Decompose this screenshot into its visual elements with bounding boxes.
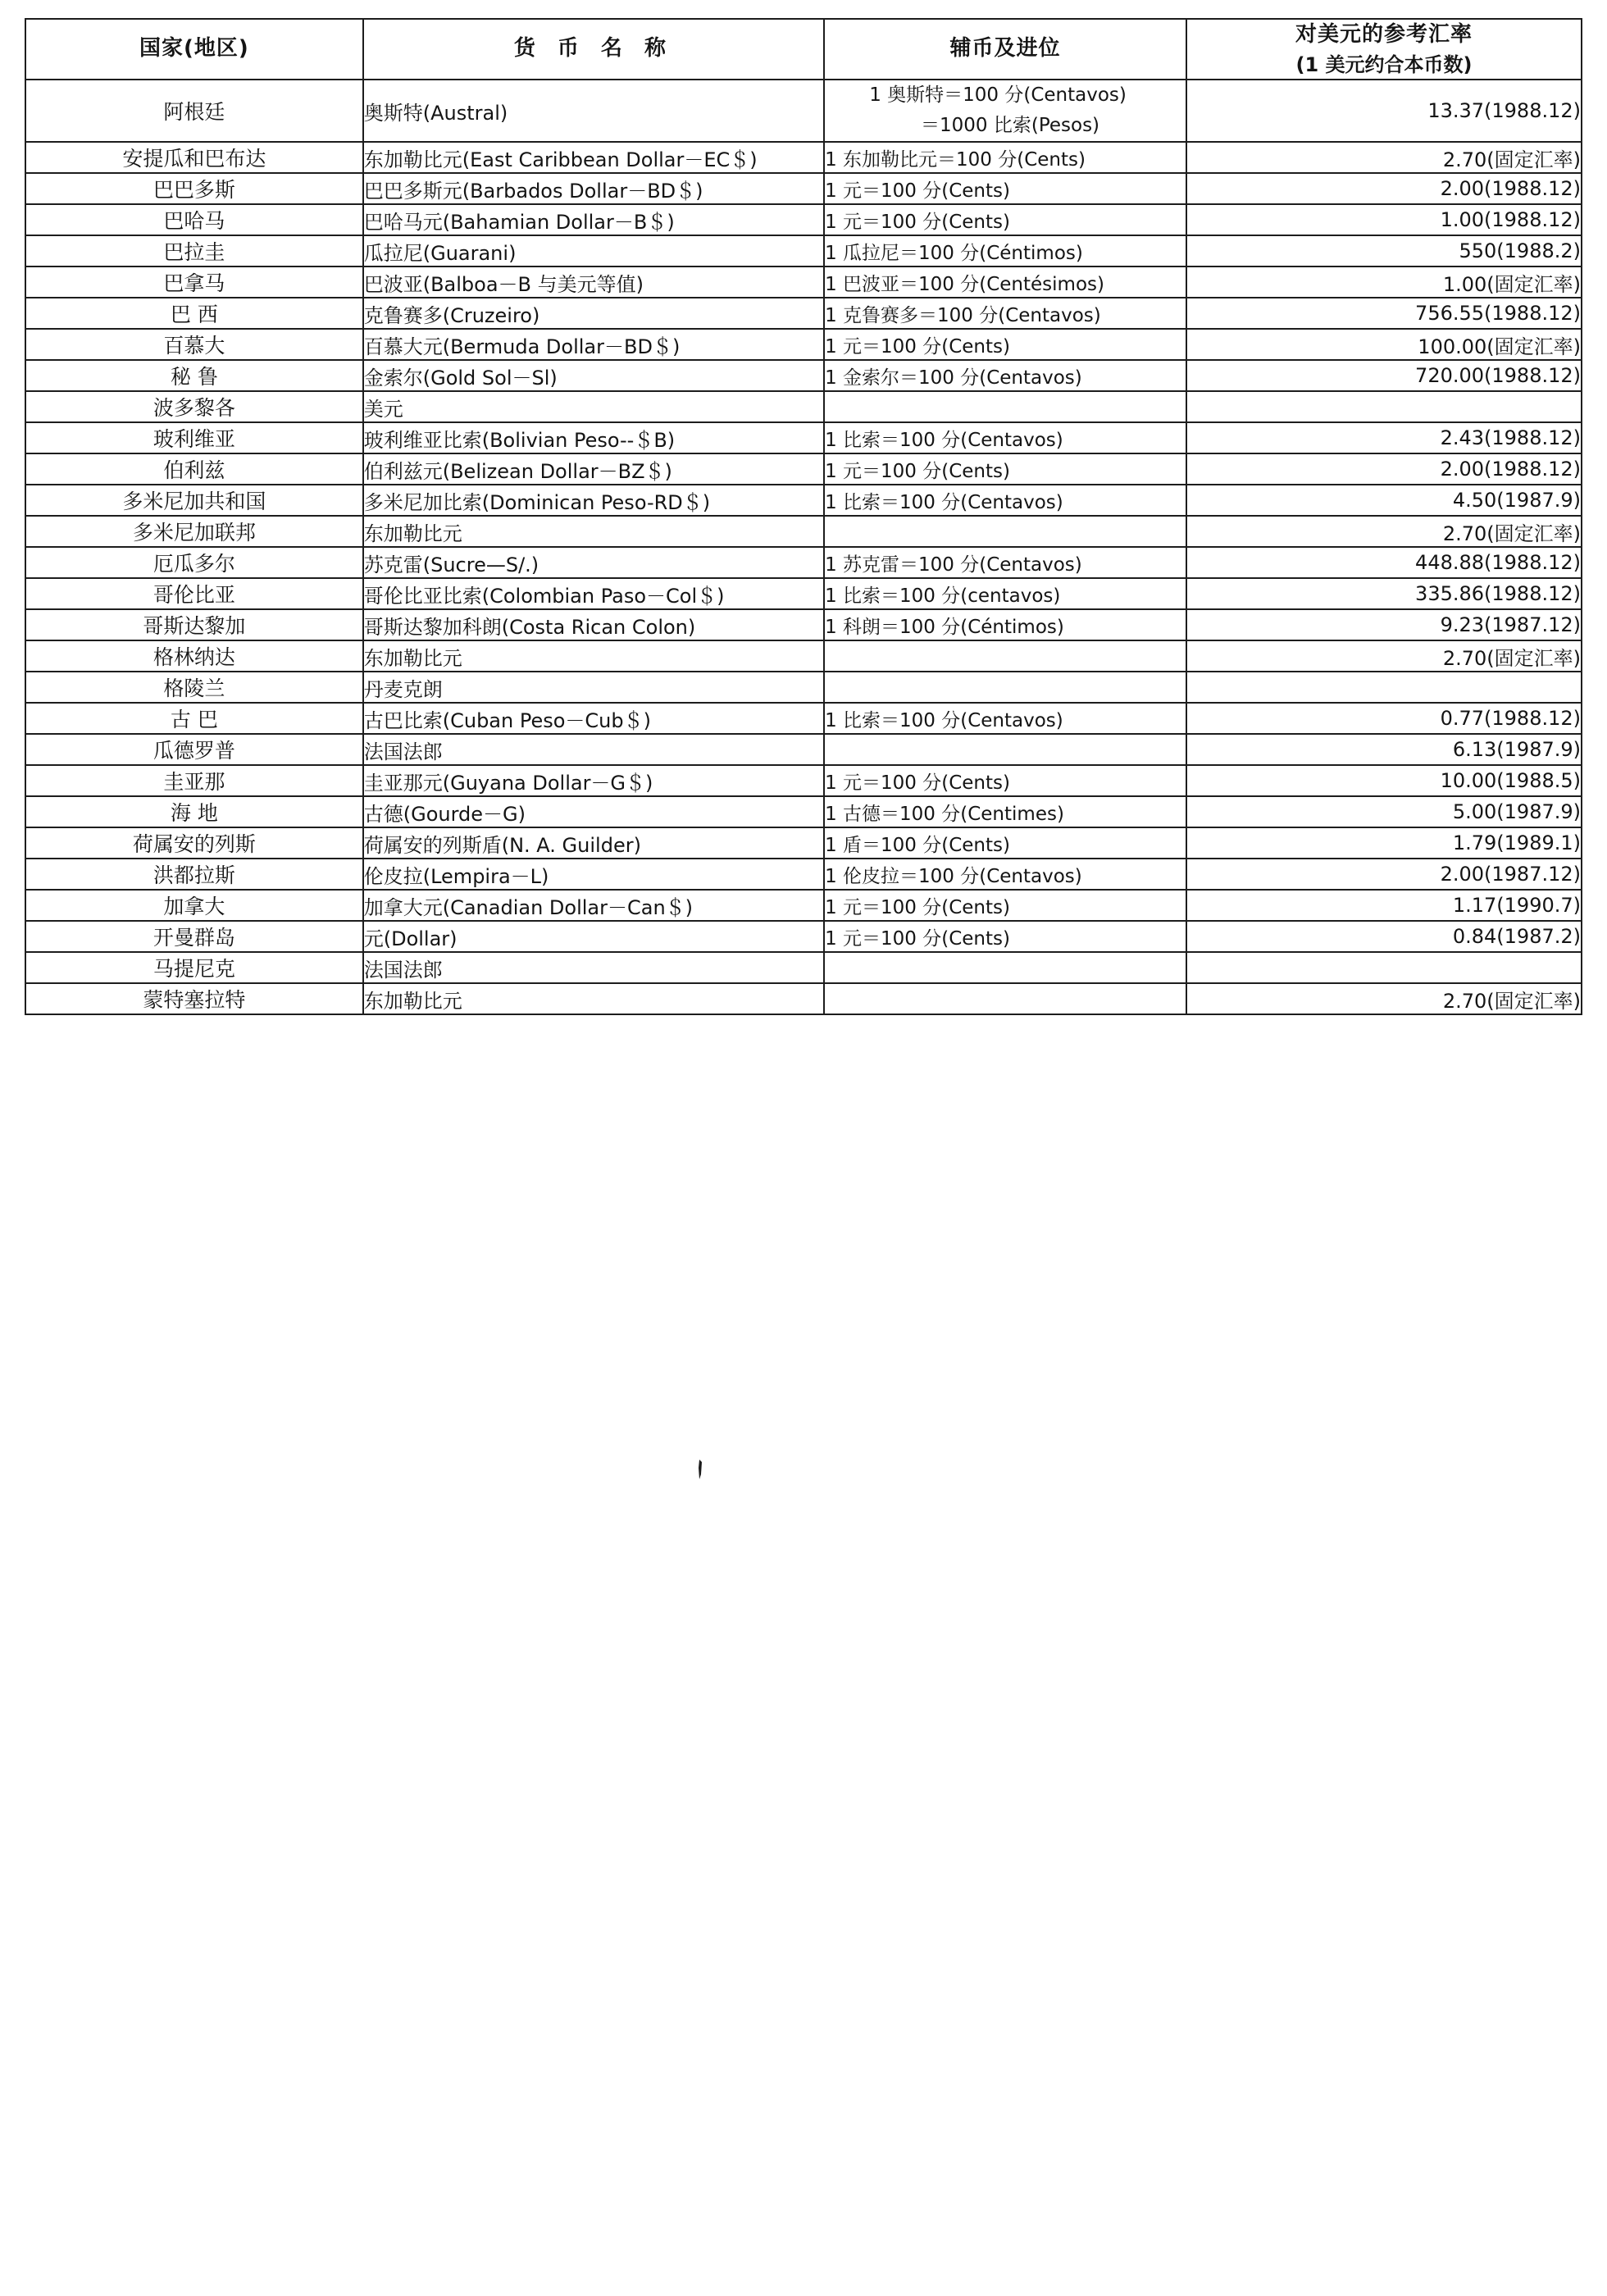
cell-currency-name: 古德(Gourde－G) — [363, 796, 824, 827]
cell-currency-name: 伯利兹元(Belizean Dollar－BZ＄) — [363, 453, 824, 485]
cell-subunit — [824, 672, 1186, 703]
cell-rate: 0.84(1987.2) — [1186, 921, 1582, 952]
column-header-rate — [1186, 19, 1582, 80]
cell-subunit: 1 元＝100 分(Cents) — [824, 329, 1186, 360]
cell-country: 圭亚那 — [25, 765, 363, 796]
cell-subunit: 1 瓜拉尼＝100 分(Céntimos) — [824, 235, 1186, 266]
cell-currency-name: 苏克雷(Sucre—S/.) — [363, 547, 824, 578]
cell-country: 海 地 — [25, 796, 363, 827]
table-row — [25, 80, 1582, 142]
cell-rate: 1.00(固定汇率) — [1186, 266, 1582, 298]
cell-rate: 6.13(1987.9) — [1186, 734, 1582, 765]
table-row — [25, 516, 1582, 547]
cell-currency-name: 东加勒比元 — [363, 516, 824, 547]
cell-currency-name: 巴波亚(Balboa－B 与美元等值) — [363, 266, 824, 298]
table-row — [25, 827, 1582, 859]
cell-currency-name: 哥伦比亚比索(Colombian Paso－Col＄) — [363, 578, 824, 609]
cell-country: 蒙特塞拉特 — [25, 983, 363, 1014]
cell-rate: 2.70(固定汇率) — [1186, 983, 1582, 1014]
cell-currency-name: 奥斯特(Austral) — [363, 80, 824, 142]
cell-subunit: 1 元＝100 分(Cents) — [824, 921, 1186, 952]
cell-country: 多米尼加共和国 — [25, 485, 363, 516]
cell-subunit: 1 伦皮拉＝100 分(Centavos) — [824, 859, 1186, 890]
cell-currency-name: 东加勒比元(East Caribbean Dollar－EC＄) — [363, 142, 824, 173]
table-row — [25, 298, 1582, 329]
cell-currency-name: 金索尔(Gold Sol－Sl) — [363, 360, 824, 391]
table-row — [25, 796, 1582, 827]
cell-subunit: 1 比索＝100 分(Centavos) — [824, 422, 1186, 453]
cell-subunit — [824, 734, 1186, 765]
table-row — [25, 235, 1582, 266]
cell-subunit — [824, 952, 1186, 983]
table-header-row — [25, 19, 1582, 80]
cell-country: 加拿大 — [25, 890, 363, 921]
cell-currency-name: 荷属安的列斯盾(N. A. Guilder) — [363, 827, 824, 859]
cell-currency-name: 元(Dollar) — [363, 921, 824, 952]
cell-country: 巴哈马 — [25, 204, 363, 235]
table-row — [25, 609, 1582, 640]
cell-country: 玻利维亚 — [25, 422, 363, 453]
cell-country: 格林纳达 — [25, 640, 363, 672]
cell-subunit: 1 苏克雷＝100 分(Centavos) — [824, 547, 1186, 578]
cell-country: 开曼群岛 — [25, 921, 363, 952]
cell-currency-name: 百慕大元(Bermuda Dollar－BD＄) — [363, 329, 824, 360]
cell-rate: 756.55(1988.12) — [1186, 298, 1582, 329]
cell-rate: 13.37(1988.12) — [1186, 80, 1582, 142]
cell-subunit — [824, 391, 1186, 422]
table-row — [25, 173, 1582, 204]
cell-subunit — [824, 516, 1186, 547]
table-row — [25, 266, 1582, 298]
table-row — [25, 703, 1582, 734]
column-header-country: 国家(地区) — [25, 19, 363, 80]
table-row — [25, 734, 1582, 765]
table-row — [25, 921, 1582, 952]
cell-country: 多米尼加联邦 — [25, 516, 363, 547]
table-row — [25, 204, 1582, 235]
cell-subunit: 1 元＝100 分(Cents) — [824, 890, 1186, 921]
cell-subunit-line2: ＝1000 比索(Pesos) — [921, 115, 1100, 137]
currency-reference-table — [25, 18, 1582, 1015]
cell-rate — [1186, 672, 1582, 703]
cell-currency-name: 东加勒比元 — [363, 983, 824, 1014]
cell-country: 巴拉圭 — [25, 235, 363, 266]
cell-country: 秘 鲁 — [25, 360, 363, 391]
column-header-subunit: 辅币及进位 — [824, 19, 1186, 80]
cell-subunit — [824, 640, 1186, 672]
cell-rate: 720.00(1988.12) — [1186, 360, 1582, 391]
cell-currency-name: 丹麦克朗 — [363, 672, 824, 703]
cell-country: 厄瓜多尔 — [25, 547, 363, 578]
cell-subunit: 1 元＝100 分(Cents) — [824, 204, 1186, 235]
cell-subunit: 1 盾＝100 分(Cents) — [824, 827, 1186, 859]
cell-country: 哥伦比亚 — [25, 578, 363, 609]
cell-subunit: 1 东加勒比元＝100 分(Cents) — [824, 142, 1186, 173]
cell-rate: 1.00(1988.12) — [1186, 204, 1582, 235]
cell-country: 洪都拉斯 — [25, 859, 363, 890]
table-header — [25, 19, 1582, 80]
cell-country: 巴巴多斯 — [25, 173, 363, 204]
cell-subunit: 1 元＝100 分(Cents) — [824, 765, 1186, 796]
table-row — [25, 640, 1582, 672]
cell-subunit-line1: 1 奥斯特＝100 分(Centavos) — [869, 84, 1127, 107]
table-row — [25, 453, 1582, 485]
cell-currency-name: 瓜拉尼(Guarani) — [363, 235, 824, 266]
cell-country: 古 巴 — [25, 703, 363, 734]
cell-subunit — [824, 983, 1186, 1014]
table-row — [25, 890, 1582, 921]
cell-currency-name: 加拿大元(Canadian Dollar－Can＄) — [363, 890, 824, 921]
cell-rate: 1.79(1989.1) — [1186, 827, 1582, 859]
cell-subunit — [824, 80, 1186, 142]
cell-currency-name: 哥斯达黎加科朗(Costa Rican Colon) — [363, 609, 824, 640]
cell-subunit: 1 克鲁赛多＝100 分(Centavos) — [824, 298, 1186, 329]
cell-country: 百慕大 — [25, 329, 363, 360]
table-row — [25, 360, 1582, 391]
cell-subunit: 1 巴波亚＝100 分(Centésimos) — [824, 266, 1186, 298]
cell-currency-name: 克鲁赛多(Cruzeiro) — [363, 298, 824, 329]
cell-subunit: 1 元＝100 分(Cents) — [824, 173, 1186, 204]
table-body — [25, 80, 1582, 1014]
cell-rate: 2.70(固定汇率) — [1186, 142, 1582, 173]
cell-country: 安提瓜和巴布达 — [25, 142, 363, 173]
document-page — [0, 0, 1607, 1032]
table-row — [25, 391, 1582, 422]
table-row — [25, 983, 1582, 1014]
cell-rate: 4.50(1987.9) — [1186, 485, 1582, 516]
cell-currency-name: 巴哈马元(Bahamian Dollar－B＄) — [363, 204, 824, 235]
cell-rate: 1.17(1990.7) — [1186, 890, 1582, 921]
cell-subunit: 1 金索尔＝100 分(Centavos) — [824, 360, 1186, 391]
cell-rate: 2.00(1987.12) — [1186, 859, 1582, 890]
cell-currency-name: 法国法郎 — [363, 734, 824, 765]
cell-subunit: 1 科朗＝100 分(Céntimos) — [824, 609, 1186, 640]
cell-rate: 2.70(固定汇率) — [1186, 516, 1582, 547]
cell-rate: 0.77(1988.12) — [1186, 703, 1582, 734]
cell-subunit: 1 古德＝100 分(Centimes) — [824, 796, 1186, 827]
cell-rate: 550(1988.2) — [1186, 235, 1582, 266]
cell-country: 伯利兹 — [25, 453, 363, 485]
table-row — [25, 422, 1582, 453]
cursor-pointer-icon — [697, 1460, 705, 1481]
cell-country: 瓜德罗普 — [25, 734, 363, 765]
cell-currency-name: 伦皮拉(Lempira－L) — [363, 859, 824, 890]
cell-currency-name: 法国法郎 — [363, 952, 824, 983]
cell-currency-name: 古巴比索(Cuban Peso－Cub＄) — [363, 703, 824, 734]
table-row — [25, 859, 1582, 890]
cell-rate: 100.00(固定汇率) — [1186, 329, 1582, 360]
table-row — [25, 672, 1582, 703]
cell-currency-name: 玻利维亚比索(Bolivian Peso--＄B) — [363, 422, 824, 453]
cell-country: 巴 西 — [25, 298, 363, 329]
table-row — [25, 329, 1582, 360]
cell-currency-name: 东加勒比元 — [363, 640, 824, 672]
cell-country: 巴拿马 — [25, 266, 363, 298]
cell-rate — [1186, 391, 1582, 422]
cell-country: 格陵兰 — [25, 672, 363, 703]
cell-rate: 9.23(1987.12) — [1186, 609, 1582, 640]
cell-rate: 2.70(固定汇率) — [1186, 640, 1582, 672]
table-row — [25, 485, 1582, 516]
cell-subunit: 1 比索＝100 分(centavos) — [824, 578, 1186, 609]
cell-rate: 2.00(1988.12) — [1186, 453, 1582, 485]
cell-rate: 448.88(1988.12) — [1186, 547, 1582, 578]
cell-subunit: 1 比索＝100 分(Centavos) — [824, 485, 1186, 516]
cell-currency-name: 巴巴多斯元(Barbados Dollar－BD＄) — [363, 173, 824, 204]
cell-rate: 2.00(1988.12) — [1186, 173, 1582, 204]
table-row — [25, 578, 1582, 609]
cell-rate: 2.43(1988.12) — [1186, 422, 1582, 453]
table-row — [25, 952, 1582, 983]
cell-rate: 5.00(1987.9) — [1186, 796, 1582, 827]
cell-currency-name: 圭亚那元(Guyana Dollar－G＄) — [363, 765, 824, 796]
cell-rate — [1186, 952, 1582, 983]
cell-country: 哥斯达黎加 — [25, 609, 363, 640]
cell-country: 阿根廷 — [25, 80, 363, 142]
table-row — [25, 765, 1582, 796]
cell-subunit: 1 元＝100 分(Cents) — [824, 453, 1186, 485]
table-row — [25, 547, 1582, 578]
cell-rate: 10.00(1988.5) — [1186, 765, 1582, 796]
cell-country: 荷属安的列斯 — [25, 827, 363, 859]
cell-subunit: 1 比索＝100 分(Centavos) — [824, 703, 1186, 734]
cell-rate: 335.86(1988.12) — [1186, 578, 1582, 609]
column-header-currency-name: 货 币 名 称 — [363, 19, 824, 80]
cell-currency-name: 多米尼加比索(Dominican Peso-RD＄) — [363, 485, 824, 516]
column-header-rate-line2: (1 美元约合本币数) — [1295, 52, 1473, 76]
table-row — [25, 142, 1582, 173]
column-header-rate-line1: 对美元的参考汇率 — [1295, 22, 1473, 47]
cell-country: 波多黎各 — [25, 391, 363, 422]
cell-currency-name: 美元 — [363, 391, 824, 422]
cell-country: 马提尼克 — [25, 952, 363, 983]
